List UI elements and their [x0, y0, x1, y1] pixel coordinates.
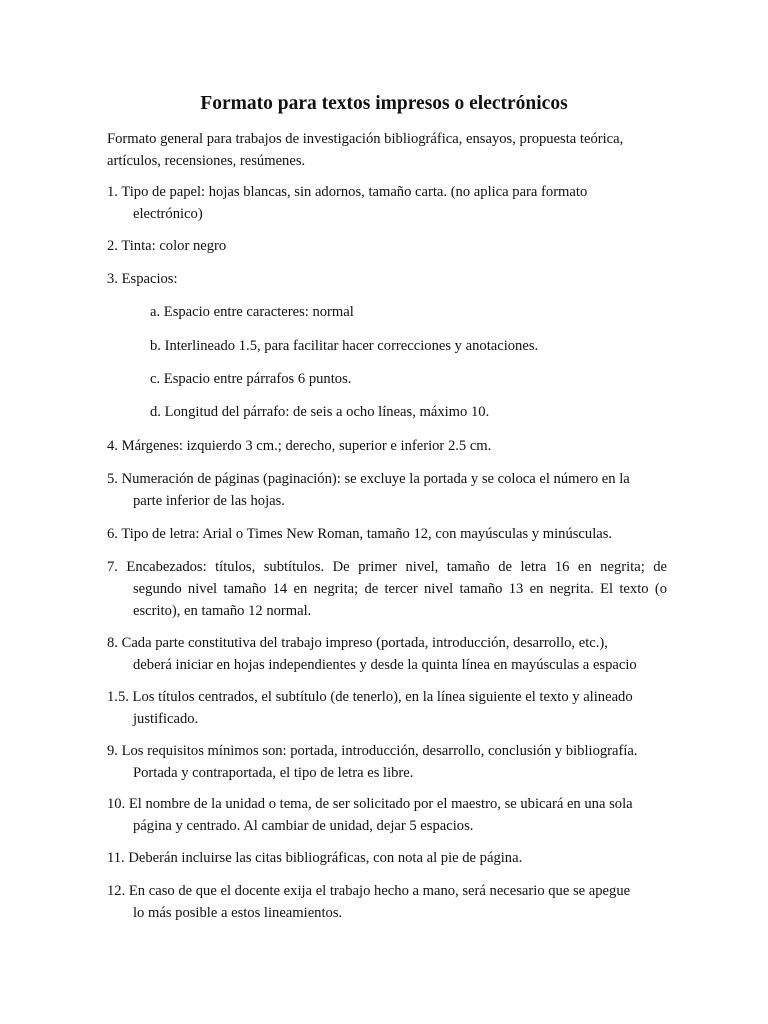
list-item-line: justificado. [133, 711, 199, 727]
list-item-line: 11. Deberán incluirse las citas bibliográficas, con nota al pie de página. [107, 850, 523, 866]
list-item-line: página y centrado. Al cambiar de unidad, dejar 5 espacios. [133, 818, 474, 834]
list-item-4 [107, 435, 667, 457]
list-item-line: 12. En caso de que el docente exija el trabajo hecho a mano, será necesario que se apegue [107, 883, 631, 899]
list-subitem-a: a. Espacio entre caracteres: normal [150, 304, 354, 320]
list-item-line: 10. El nombre de la unidad o tema, de ser solicitado por el maestro, se ubicará en una sola [107, 796, 633, 812]
list-item-1-5 [107, 686, 667, 730]
list-item-7 [107, 556, 667, 622]
list-item-line: 9. Los requisitos mínimos son: portada, introducción, desarrollo, conclusión y bibliografía. [107, 743, 638, 759]
list-item-10 [107, 793, 667, 837]
list-item-line: 3. Espacios: [107, 271, 178, 287]
list-item-9 [107, 740, 667, 784]
list-item-line: 1. Tipo de papel: hojas blancas, sin adornos, tamaño carta. (no aplica para formato [107, 184, 588, 200]
list-item-1 [107, 181, 667, 225]
list-item-3 [107, 268, 667, 290]
intro-line: Formato general para trabajos de investigación bibliográfica, ensayos, propuesta teórica, [107, 131, 624, 147]
list-subitem-b: b. Interlineado 1.5, para facilitar hacer correcciones y anotaciones. [150, 338, 539, 354]
list-item-line: 5. Numeración de páginas (paginación): se excluye la portada y se coloca el número en la [107, 471, 630, 487]
list-item-11 [107, 847, 667, 869]
list-subitem-c: c. Espacio entre párrafos 6 puntos. [150, 371, 352, 387]
list-item-2 [107, 235, 667, 257]
intro-line: artículos, recensiones, resúmenes. [107, 153, 306, 169]
list-item-line: 1.5. Los títulos centrados, el subtítulo (de tenerlo), en la línea siguiente el texto y alineado [107, 689, 633, 705]
list-item-line: lo más posible a estos lineamientos. [133, 905, 343, 921]
list-item-line: 2. Tinta: color negro [107, 238, 227, 254]
list-item-line: deberá iniciar en hojas independientes y desde la quinta línea en mayúsculas a espacio [133, 657, 637, 673]
document-title: Formato para textos impresos o electrónicos [200, 93, 568, 114]
list-item-6 [107, 523, 667, 545]
list-item-line: 4. Márgenes: izquierdo 3 cm.; derecho, superior e inferior 2.5 cm. [107, 438, 492, 454]
list-item-12 [107, 880, 667, 924]
list-item-line: 8. Cada parte constitutiva del trabajo impreso (portada, introducción, desarrollo, etc.), [107, 635, 608, 651]
list-subitem-d: d. Longitud del párrafo: de seis a ocho líneas, máximo 10. [150, 404, 490, 420]
list-item-line: Portada y contraportada, el tipo de letra es libre. [133, 765, 414, 781]
list-item-line: 7. Encabezados: títulos, subtítulos. De primer nivel, tamaño de letra 16 en negrita; de [107, 559, 667, 575]
list-item-5 [107, 468, 667, 512]
list-item-line: electrónico) [133, 206, 203, 222]
list-item-line: escrito), en tamaño 12 normal. [133, 603, 312, 619]
list-item-8 [107, 632, 667, 676]
list-item-line: parte inferior de las hojas. [133, 493, 285, 509]
intro-paragraph [107, 128, 667, 172]
list-item-line: segundo nivel tamaño 14 en negrita; de tercer nivel tamaño 13 en negrita. El texto (o [133, 581, 667, 597]
list-item-line: 6. Tipo de letra: Arial o Times New Roman, tamaño 12, con mayúsculas y minúsculas. [107, 526, 613, 542]
